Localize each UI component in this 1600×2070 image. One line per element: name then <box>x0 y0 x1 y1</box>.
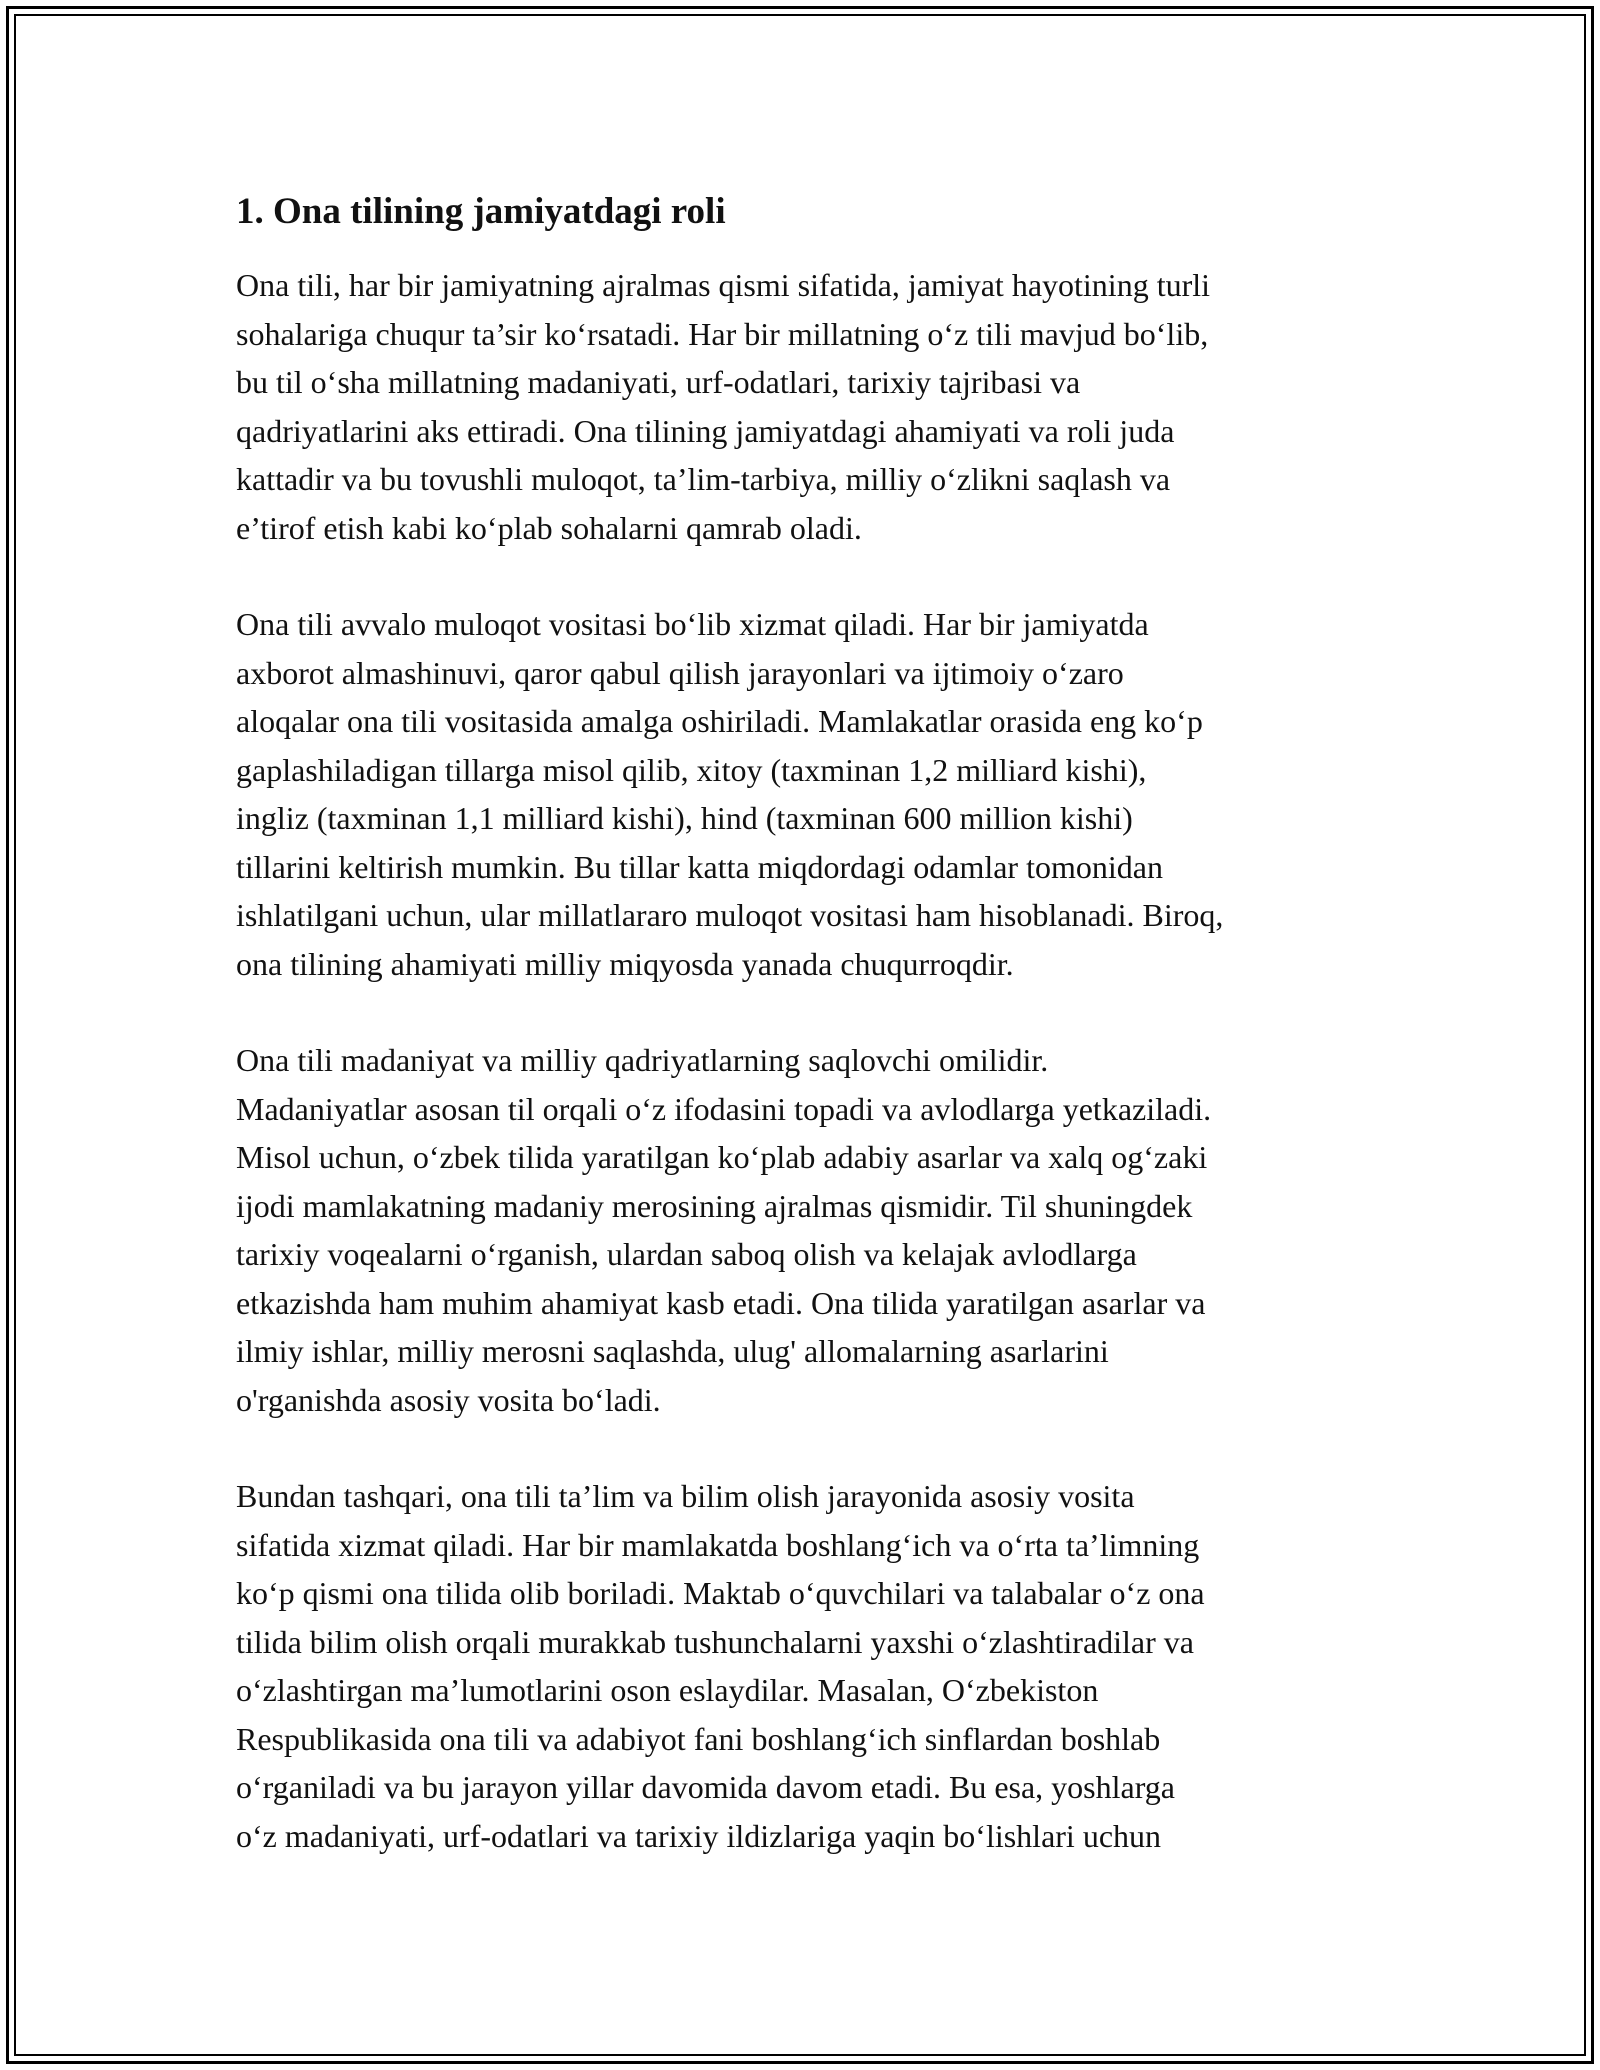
paragraph-4 <box>236 1472 1396 1860</box>
text-line: qadriyatlarini aks ettiradi. Ona tilining jamiyatdagi ahamiyati va roli juda <box>236 412 1175 449</box>
text-line: ona tilining ahamiyati milliy miqyosda yanada chuqurroqdir. <box>236 945 1014 982</box>
document-body <box>236 185 1396 1908</box>
text-line: e’tirof etish kabi ko‘plab sohalarni qamrab oladi. <box>236 509 862 546</box>
text-line: o‘zlashtirgan ma’lumotlarini oson eslaydilar. Masalan, O‘zbekiston <box>236 1672 1099 1708</box>
section-heading: 1. Ona tilining jamiyatdagi roli <box>236 191 726 232</box>
text-line: etkazishda ham muhim ahamiyat kasb etadi. Ona tilida yaratilgan asarlar va <box>236 1284 1206 1321</box>
text-line: Ona tili, har bir jamiyatning ajralmas qismi sifatida, jamiyat hayotining turli <box>236 267 1211 303</box>
text-line: aloqalar ona tili vositasida amalga oshiriladi. Mamlakatlar orasida eng ko‘p <box>236 703 1203 739</box>
text-line: ko‘p qismi ona tilida olib boriladi. Maktab o‘quvchilari va talabalar o‘z ona <box>236 1575 1205 1611</box>
paragraph-1 <box>236 261 1396 552</box>
text-line: ijodi mamlakatning madaniy merosining ajralmas qismidir. Til shuningdek <box>236 1187 1193 1224</box>
text-line: o'rganishda asosiy vosita bo‘ladi. <box>236 1381 661 1418</box>
text-line: tilida bilim olish orqali murakkab tushunchalarni yaxshi o‘zlashtiradilar va <box>236 1623 1194 1660</box>
text-line: Bundan tashqari, ona tili ta’lim va bilim olish jarayonida asosiy vosita <box>236 1478 1135 1514</box>
text-line: ingliz (taxminan 1,1 milliard kishi), hind (taxminan 600 million kishi) <box>236 800 1133 836</box>
text-line: Ona tili madaniyat va milliy qadriyatlarning saqlovchi omilidir. <box>236 1042 1049 1078</box>
paragraph-3 <box>236 1036 1396 1424</box>
text-line: ilmiy ishlar, milliy merosni saqlashda, ulug' allomalarning asarlarini <box>236 1333 1109 1369</box>
text-line: sohalariga chuqur ta’sir ko‘rsatadi. Har bir millatning o‘z tili mavjud bo‘lib, <box>236 315 1209 352</box>
text-line: sifatida xizmat qiladi. Har bir mamlakatda boshlang‘ich va o‘rta ta’limning <box>236 1526 1200 1563</box>
text-line: o‘rganiladi va bu jarayon yillar davomida davom etadi. Bu esa, yoshlarga <box>236 1769 1175 1805</box>
text-line: tarixiy voqealarni o‘rganish, ulardan saboq olish va kelajak avlodlarga <box>236 1236 1137 1272</box>
text-line: ishlatilgani uchun, ular millatlararo muloqot vositasi ham hisoblanadi. Biroq, <box>236 897 1224 933</box>
text-line: Respublikasida ona tili va adabiyot fani boshlang‘ich sinflardan boshlab <box>236 1720 1161 1757</box>
text-line: axborot almashinuvi, qaror qabul qilish jarayonlari va ijtimoiy o‘zaro <box>236 654 1124 691</box>
paragraph-2 <box>236 600 1396 988</box>
text-line: tillarini keltirish mumkin. Bu tillar katta miqdordagi odamlar tomonidan <box>236 848 1163 885</box>
text-line: Misol uchun, o‘zbek tilida yaratilgan ko‘plab adabiy asarlar va xalq og‘zaki <box>236 1139 1208 1175</box>
text-line: Madaniyatlar asosan til orqali o‘z ifodasini topadi va avlodlarga yetkaziladi. <box>236 1090 1212 1127</box>
text-line: gaplashiladigan tillarga misol qilib, xitoy (taxminan 1,2 milliard kishi), <box>236 751 1147 788</box>
text-line: kattadir va bu tovushli muloqot, ta’lim-tarbiya, milliy o‘zlikni saqlash va <box>236 461 1171 497</box>
text-line: Ona tili avvalo muloqot vositasi bo‘lib xizmat qiladi. Har bir jamiyatda <box>236 606 1149 642</box>
text-line: bu til o‘sha millatning madaniyati, urf-odatlari, tarixiy tajribasi va <box>236 364 1081 400</box>
text-line: o‘z madaniyati, urf-odatlari va tarixiy ildizlariga yaqin bo‘lishlari uchun <box>236 1817 1162 1854</box>
